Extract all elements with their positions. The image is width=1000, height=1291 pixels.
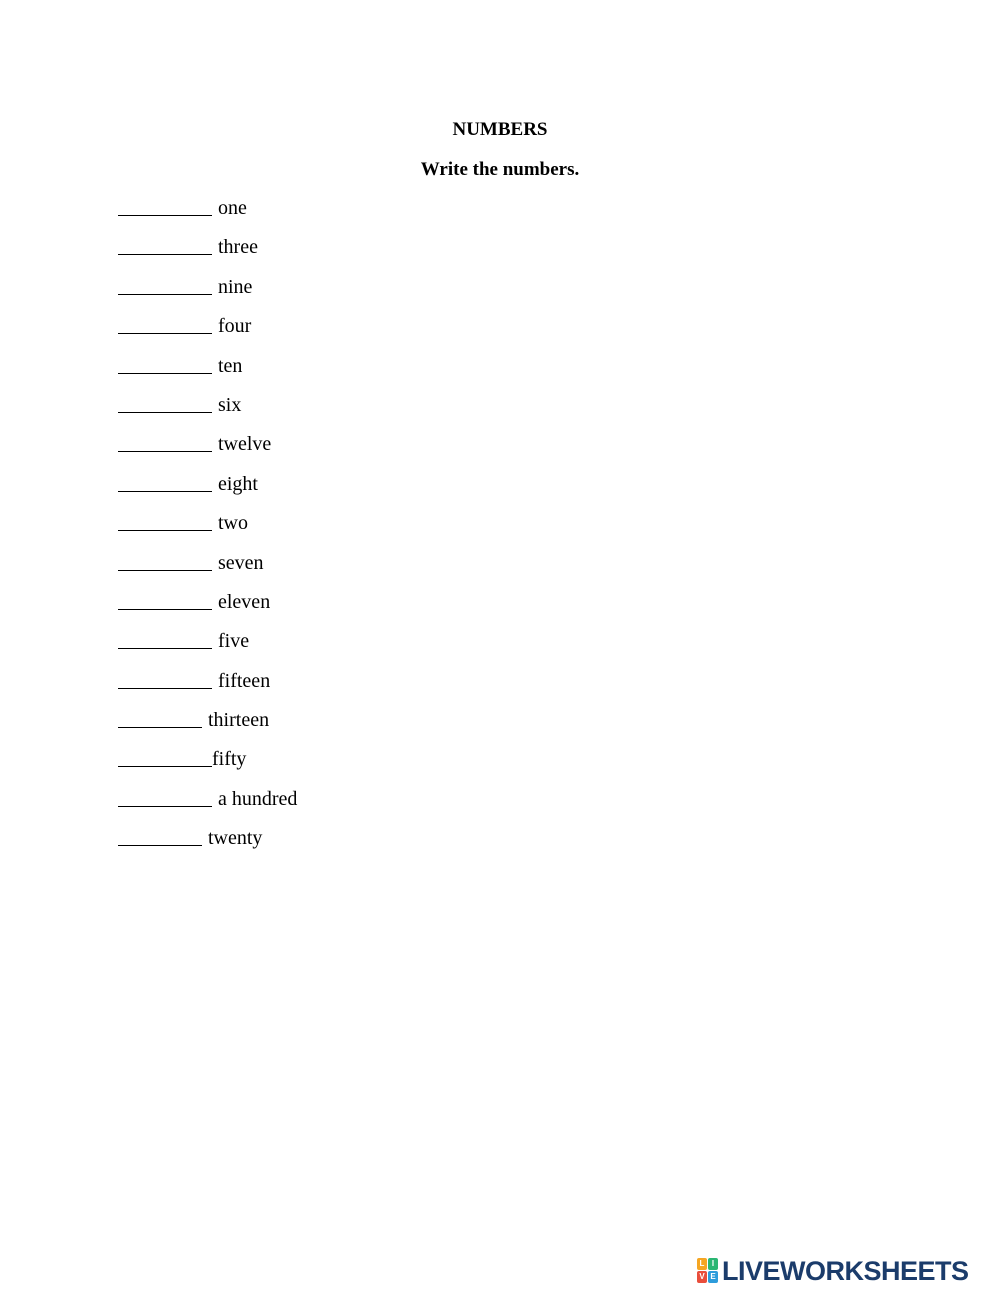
answer-blank[interactable] <box>118 590 212 610</box>
logo-mark-tile: I <box>708 1258 718 1270</box>
answer-row <box>118 708 297 747</box>
answer-blank[interactable] <box>118 787 212 807</box>
number-word: seven <box>218 551 264 574</box>
answer-blank[interactable] <box>118 669 212 689</box>
liveworksheets-logo-icon <box>697 1258 719 1284</box>
liveworksheets-logo <box>697 1256 969 1286</box>
logo-mark-tile: L <box>697 1258 707 1270</box>
number-word: one <box>218 197 247 219</box>
number-word: three <box>218 236 258 259</box>
answer-row <box>118 196 297 235</box>
logo-mark-tile: E <box>708 1271 718 1283</box>
number-word: twelve <box>218 433 272 456</box>
number-word: eleven <box>218 590 271 613</box>
number-word: ten <box>218 354 243 377</box>
logo-mark-tile: V <box>697 1271 707 1283</box>
answer-blank[interactable] <box>118 196 212 216</box>
answer-blank[interactable] <box>118 314 212 334</box>
worksheet-instruction: Write the numbers. <box>420 159 580 180</box>
answer-blank[interactable] <box>118 629 212 649</box>
answer-row <box>118 432 297 471</box>
number-word: eight <box>218 472 258 495</box>
answer-row <box>118 826 297 865</box>
answer-row <box>118 669 297 708</box>
number-word: fifteen <box>218 669 271 692</box>
number-word: a hundred <box>218 787 298 810</box>
answer-blank[interactable] <box>118 432 212 452</box>
number-word: four <box>218 315 252 338</box>
answer-row <box>118 629 297 668</box>
number-word: five <box>218 630 250 653</box>
answer-row <box>118 472 297 511</box>
answer-blank[interactable] <box>118 235 212 255</box>
answer-row <box>118 275 297 314</box>
answer-blank[interactable] <box>118 551 212 571</box>
answer-blank[interactable] <box>118 826 202 846</box>
answer-blank[interactable] <box>118 511 212 531</box>
number-word: two <box>218 512 248 535</box>
number-word: thirteen <box>208 709 270 732</box>
number-word: nine <box>218 275 253 298</box>
answer-blank[interactable] <box>118 708 202 728</box>
answer-row <box>118 787 297 826</box>
number-word: six <box>218 393 242 416</box>
answer-blank[interactable] <box>118 472 212 492</box>
answer-row <box>118 590 297 629</box>
answer-row <box>118 354 297 393</box>
answer-blank[interactable] <box>118 275 212 295</box>
answer-row <box>118 551 297 590</box>
answer-blank[interactable] <box>118 747 212 767</box>
answer-blank[interactable] <box>118 354 212 374</box>
liveworksheets-logo-text: LIVEWORKSHEETS <box>722 1256 969 1286</box>
worksheet-title: NUMBERS <box>452 119 548 140</box>
answer-row <box>118 314 297 353</box>
answer-row <box>118 235 297 274</box>
number-word: twenty <box>208 827 263 850</box>
answer-row <box>118 393 297 432</box>
answer-row <box>118 511 297 550</box>
answer-row <box>118 747 297 786</box>
answer-blank[interactable] <box>118 393 212 413</box>
answer-list <box>118 196 297 866</box>
number-word: fifty <box>212 748 247 771</box>
